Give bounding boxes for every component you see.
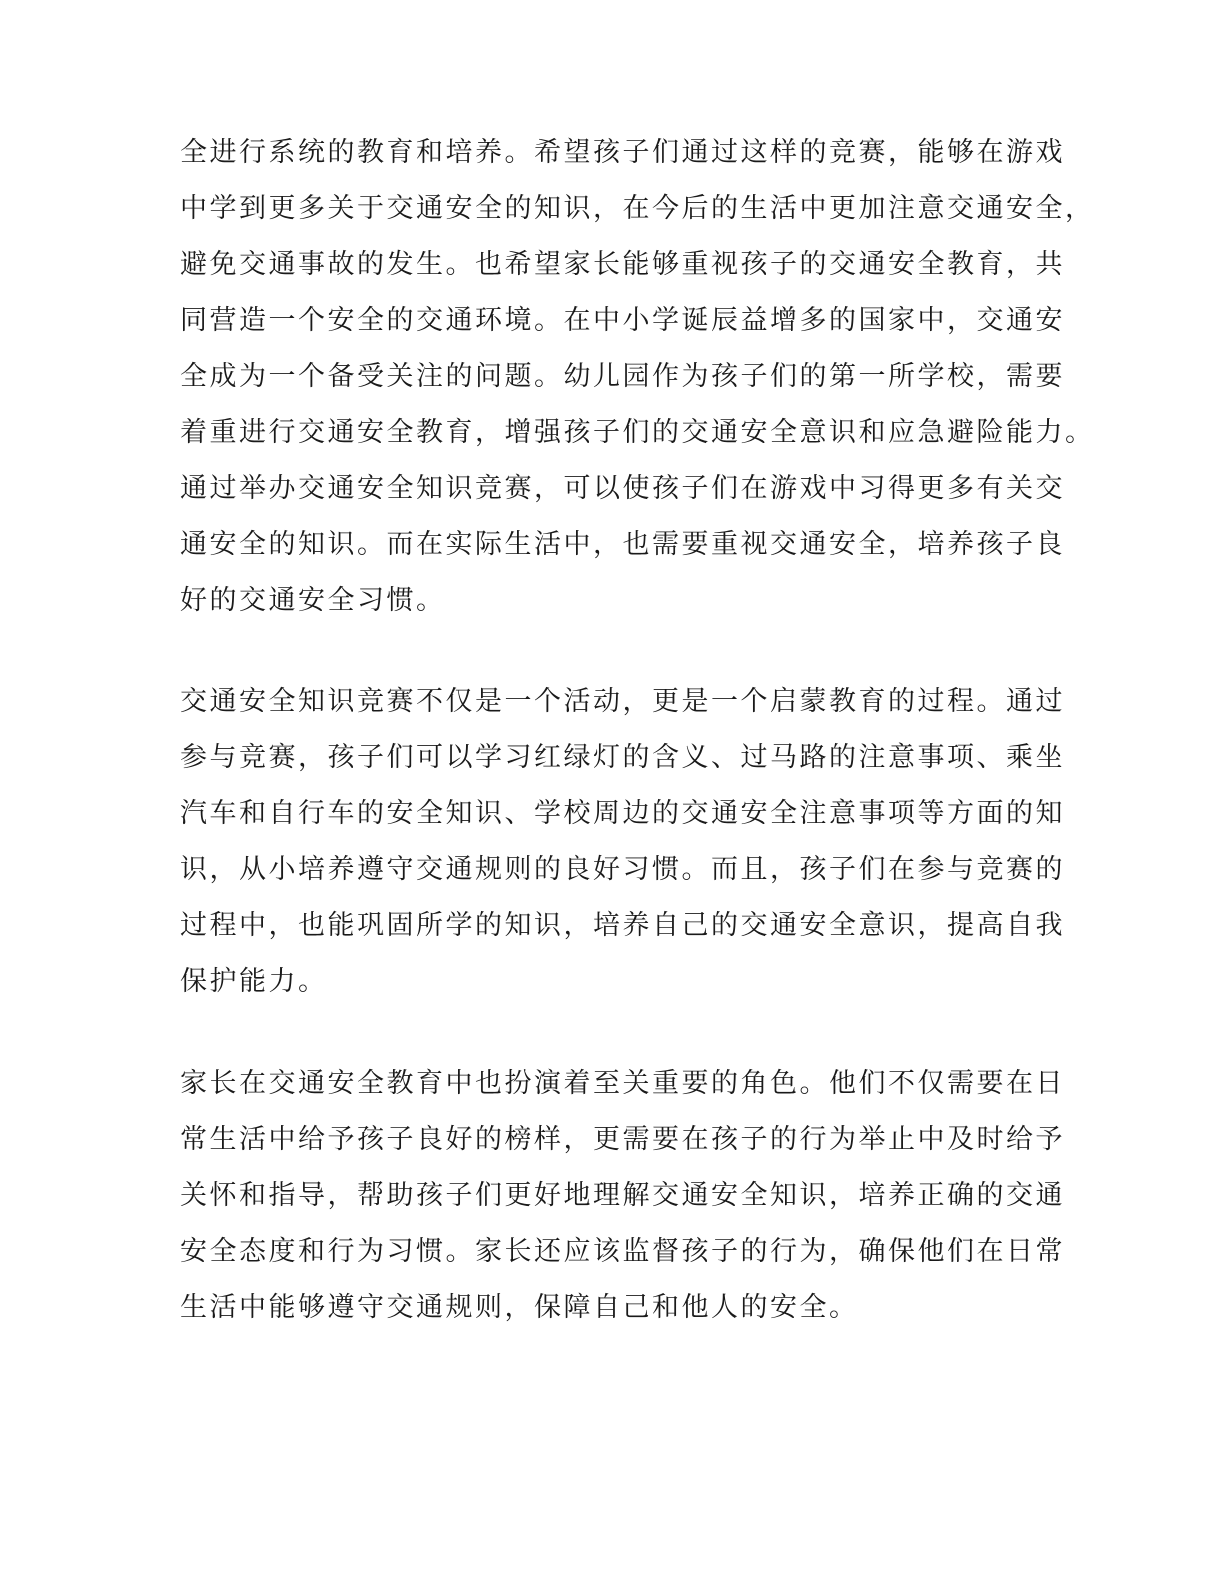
text-line: 识，从小培养遵守交通规则的良好习惯。而且，孩子们在参与竞赛的 [180,854,1065,885]
text-line: 避免交通事故的发生。也希望家长能够重视孩子的交通安全教育，共 [180,249,1065,280]
text-line: 家长在交通安全教育中也扮演着至关重要的角色。他们不仅需要在日 [180,1068,1065,1099]
text-line: 着重进行交通安全教育，增强孩子们的交通安全意识和应急避险能力。 [180,417,1095,448]
text-line: 生活中能够遵守交通规则，保障自己和他人的安全。 [180,1292,859,1323]
text-line: 同营造一个安全的交通环境。在中小学诞辰益增多的国家中，交通安 [180,305,1065,336]
text-line: 全进行系统的教育和培养。希望孩子们通过这样的竞赛，能够在游戏 [180,137,1065,168]
text-line: 汽车和自行车的安全知识、学校周边的交通安全注意事项等方面的知 [180,798,1065,829]
text-line: 常生活中给予孩子良好的榜样，更需要在孩子的行为举止中及时给予 [180,1124,1065,1155]
text-line: 好的交通安全习惯。 [180,585,446,616]
text-line: 通安全的知识。而在实际生活中，也需要重视交通安全，培养孩子良 [180,529,1065,560]
text-line: 关怀和指导，帮助孩子们更好地理解交通安全知识，培养正确的交通 [180,1180,1065,1211]
text-line: 参与竞赛，孩子们可以学习红绿灯的含义、过马路的注意事项、乘坐 [180,742,1065,773]
text-line: 全成为一个备受关注的问题。幼儿园作为孩子们的第一所学校，需要 [180,361,1065,392]
text-line: 保护能力。 [180,966,328,997]
text-line: 中学到更多关于交通安全的知识，在今后的生活中更加注意交通安全， [180,193,1095,224]
text-line: 安全态度和行为习惯。家长还应该监督孩子的行为，确保他们在日常 [180,1236,1065,1267]
text-line: 过程中，也能巩固所学的知识，培养自己的交通安全意识，提高自我 [180,910,1065,941]
text-line: 交通安全知识竞赛不仅是一个活动，更是一个启蒙教育的过程。通过 [180,686,1065,717]
text-line: 通过举办交通安全知识竞赛，可以使孩子们在游戏中习得更多有关交 [180,473,1065,504]
